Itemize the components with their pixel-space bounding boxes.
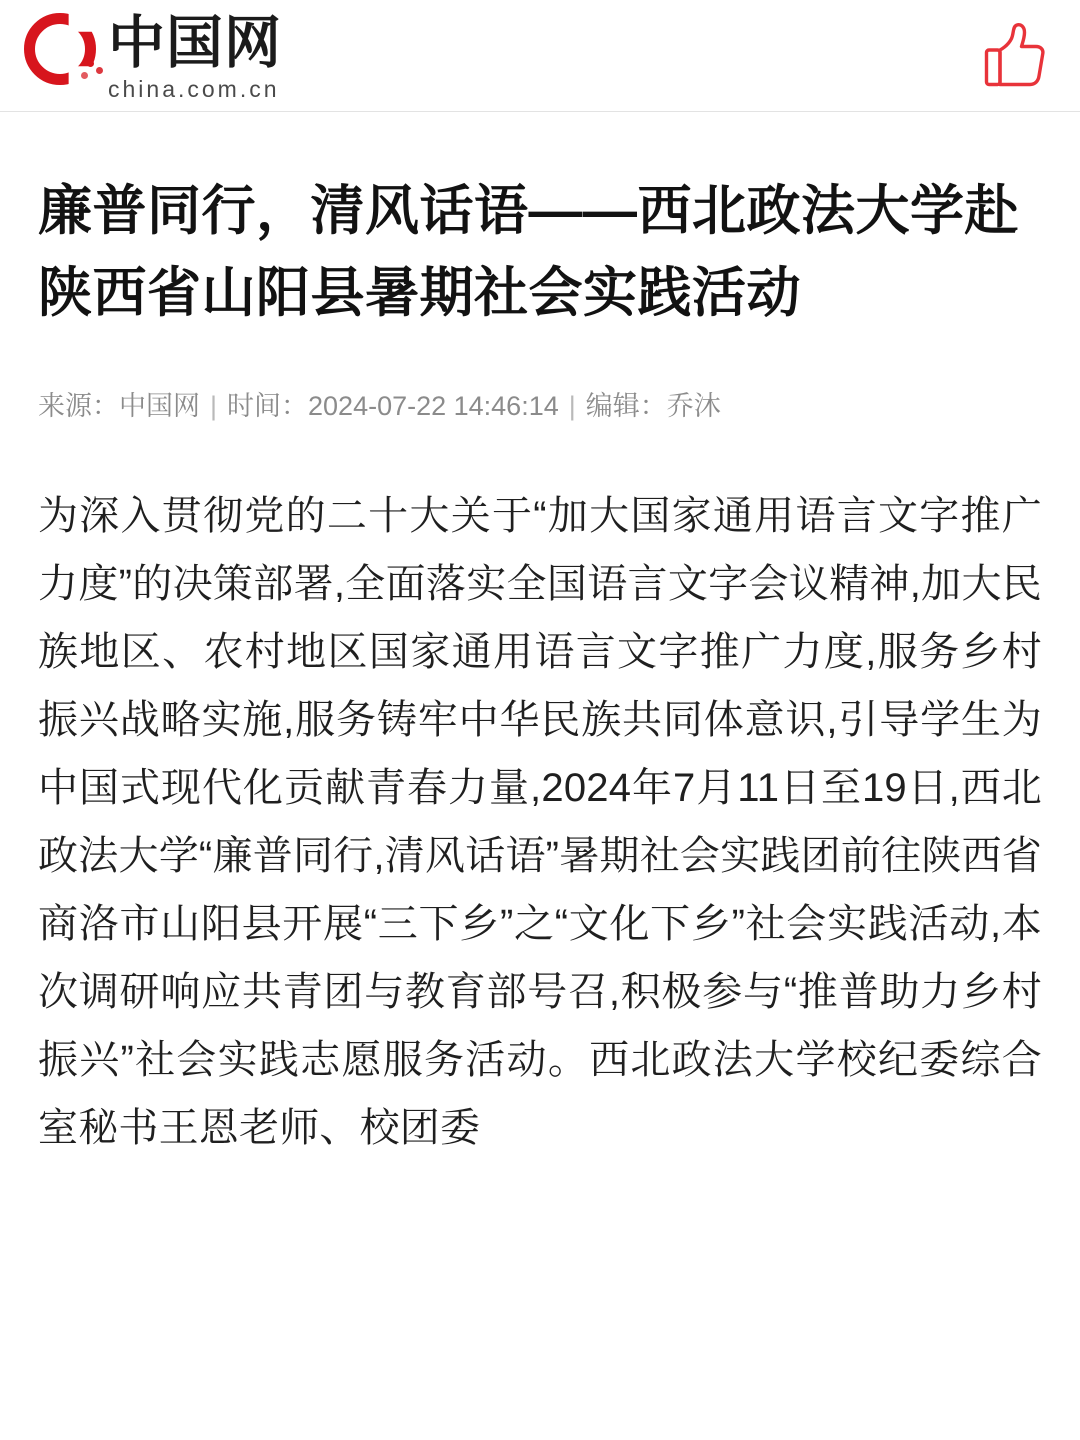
meta-editor-value: 乔沐 <box>666 391 721 421</box>
logo-dot-1 <box>87 60 94 67</box>
meta-separator-1: | <box>210 391 218 421</box>
meta-source-value: 中国网 <box>119 391 200 421</box>
meta-source-label: 来源： <box>38 391 119 421</box>
logo-site-name: 中国网 <box>108 11 282 75</box>
meta-time-label: 时间： <box>227 391 309 421</box>
logo-site-url: china.com.cn <box>108 76 280 102</box>
meta-time-value: 2024-07-22 14:46:14 <box>308 391 559 421</box>
site-header <box>0 0 1080 112</box>
article-body <box>38 482 1042 1162</box>
meta-editor-label: 编辑： <box>585 391 667 421</box>
like-button[interactable] <box>984 22 1046 88</box>
meta-separator-2: | <box>568 391 576 421</box>
thumbs-up-icon <box>984 22 1046 88</box>
logo-text-group <box>108 10 284 102</box>
article-paragraph: 为深入贯彻党的二十大关于“加大国家通用语言文字推广力度”的决策部署,全面落实全国语言文字会议精神,加大民族地区、农村地区国家通用语言文字推广力度,服务乡村振兴战略实施,服务铸牢中华民族共同体意识,引导学生为中国式现代化贡献青春力量,2024年7月11日至19日,西北政法大学“廉普同行,清风话语”暑期社会实践团前往陕西省商洛市山阳县开展“三下乡”之“文化下乡”社会实践活动,本次调研响应共青团与教育部号召,积极参与“推普助力乡村振兴”社会实践志愿服务活动。西北政法大学校纪委综合室秘书王恩老师、校团委 <box>38 494 1042 1150</box>
page-title: 廉普同行，清风话语——西北政法大学赴陕西省山阳县暑期社会实践活动 <box>38 181 1019 323</box>
site-logo[interactable] <box>22 10 284 102</box>
logo-dot-3 <box>81 72 88 79</box>
article-container <box>0 170 1080 1162</box>
logo-dot-2 <box>96 67 103 74</box>
article-meta <box>38 386 1042 426</box>
china-net-c-logo-icon <box>22 10 104 92</box>
